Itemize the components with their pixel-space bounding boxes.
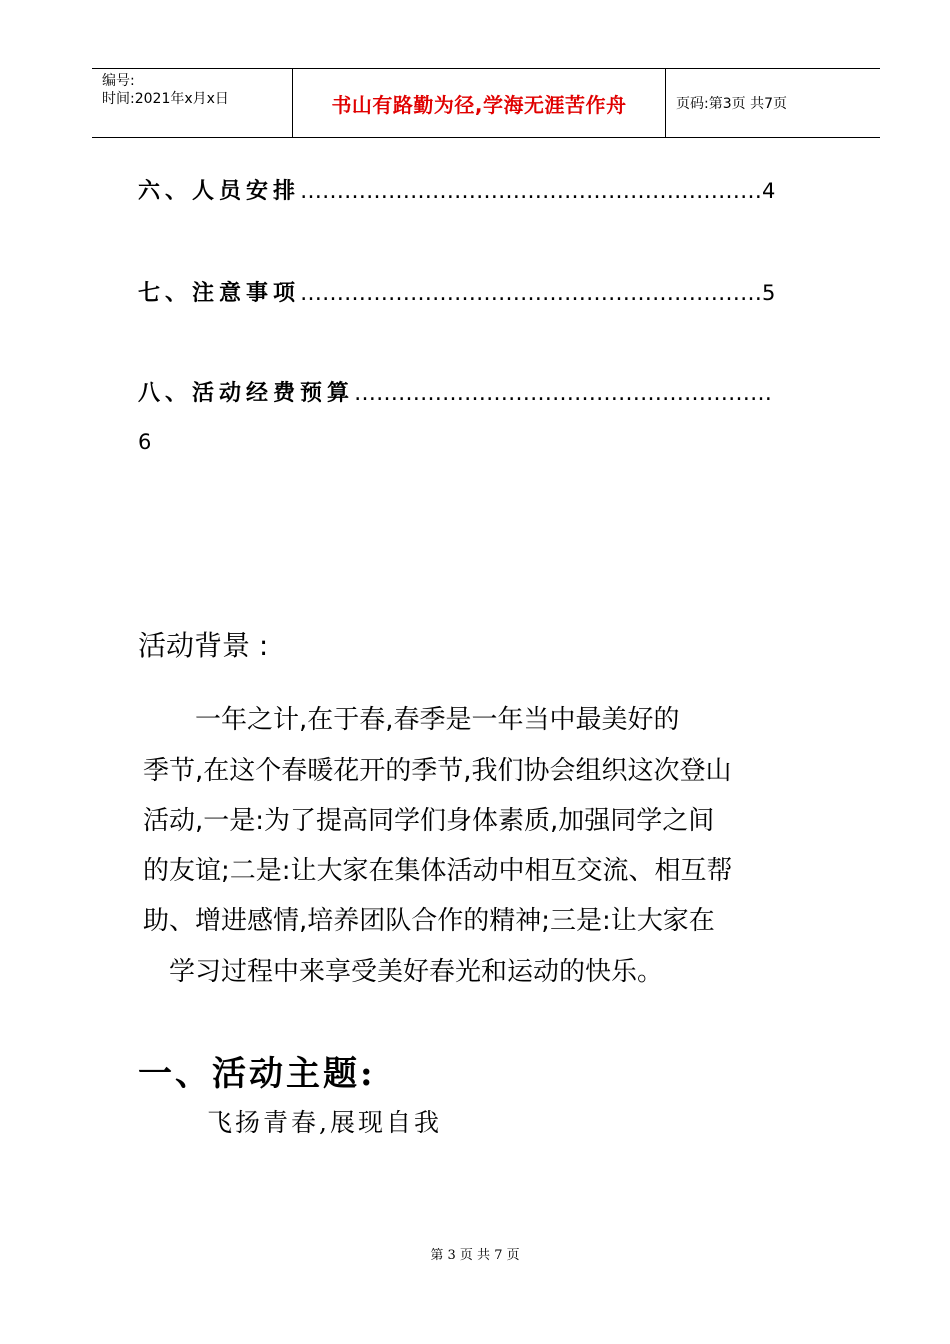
header-motto-cell	[293, 69, 666, 137]
header-page-info: 页码:第3页 共7页	[676, 96, 787, 112]
background-paragraph-line: 的友谊;二是:让大家在集体活动中相互交流、相互帮	[143, 856, 733, 886]
toc-item	[138, 278, 838, 309]
background-paragraph-line: 一年之计,在于春,春季是一年当中最美好的	[143, 705, 680, 735]
toc-item-title: 六、人员安排	[138, 178, 301, 204]
toc-item-dots: …………………………………………………	[354, 381, 773, 406]
header-motto: 书山有路勤为径,学海无涯苦作舟	[331, 92, 627, 117]
toc-item-dots: ………………………………………………………	[300, 179, 763, 204]
toc-item-page: 4	[762, 179, 776, 203]
toc-item-title: 八、活动经费预算	[138, 380, 355, 406]
background-paragraph-line: 活动,一是:为了提高同学们身体素质,加强同学之间	[143, 806, 715, 836]
toc-item-dots: ………………………………………………………	[300, 281, 763, 306]
background-heading: 活动背景 :	[138, 629, 269, 662]
toc-item-title: 七、注意事项	[138, 280, 301, 306]
toc-item	[138, 176, 838, 207]
background-paragraph-line: 助、增进感情,培养团队合作的精神;三是:让大家在	[143, 906, 715, 936]
serial-label: 编号:	[102, 73, 135, 89]
header-page-cell	[666, 69, 880, 137]
background-paragraph-line: 季节,在这个春暖花开的季节,我们协会组织这次登山	[143, 756, 732, 786]
section-heading: 一、活动主题:	[138, 1054, 376, 1094]
background-paragraph-line: 学习过程中来享受美好春光和运动的快乐。	[143, 957, 664, 987]
toc-item-page: 6	[138, 430, 152, 454]
activity-theme: 飞扬青春,展现自我	[207, 1108, 442, 1137]
document-header	[92, 68, 880, 138]
toc-item	[138, 378, 838, 409]
time-label: 时间:2021年x月x日	[102, 91, 229, 107]
header-meta-cell	[92, 69, 293, 137]
page-footer: 第 3 页 共 7 页	[430, 1248, 520, 1263]
toc-item-page: 5	[762, 281, 776, 305]
